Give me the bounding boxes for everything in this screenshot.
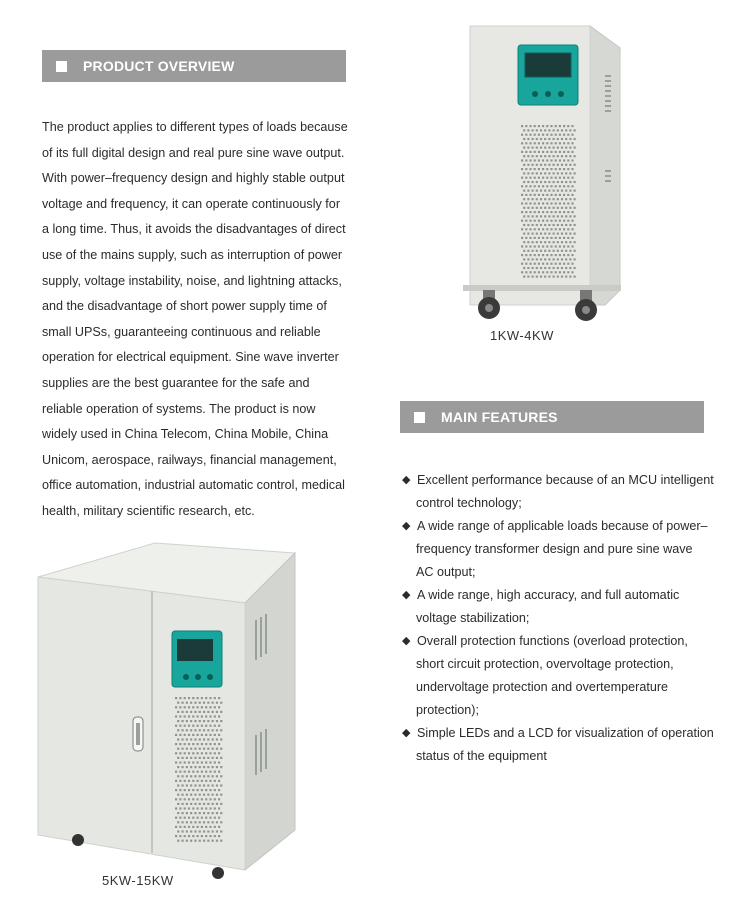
overview-line: a long time. Thus, it avoids the disadvantages of direct (42, 222, 346, 237)
diamond-bullet-icon: ◆ (402, 589, 411, 601)
feature-line: short circuit protection, overvoltage protection, (416, 657, 674, 671)
product-caption-small: 1KW-4KW (490, 328, 554, 343)
feature-line: voltage stabilization; (416, 611, 530, 625)
feature-line: undervoltage protection and overtemperature (416, 680, 669, 694)
overview-line: and the disadvantage of short power supply time of (42, 299, 327, 314)
feature-line: A wide range of applicable loads because of power– (417, 519, 708, 533)
overview-line: With power–frequency design and highly stable output (42, 171, 345, 186)
overview-line: supplies are the best guarantee for the safe and (42, 375, 310, 390)
features-list (402, 469, 742, 768)
overview-line: voltage and frequency, it can operate continuously for (42, 196, 341, 211)
overview-line: reliable operation of systems. The product is now (42, 401, 316, 416)
overview-line: supply, voltage instability, noise, and lightning attacks, (42, 273, 342, 288)
overview-paragraph (42, 115, 358, 525)
section-title: PRODUCT OVERVIEW (83, 58, 235, 74)
overview-line: health, military scientific research, etc. (42, 503, 255, 518)
feature-item (402, 515, 742, 584)
section-header-product-overview (42, 50, 346, 82)
feature-line: protection); (416, 703, 479, 717)
overview-line: widely used in China Telecom, China Mobile, China (42, 427, 329, 442)
feature-line: Simple LEDs and a LCD for visualization of operation (417, 726, 714, 740)
feature-line: Overall protection functions (overload protection, (417, 634, 688, 648)
diamond-bullet-icon: ◆ (402, 520, 411, 532)
feature-item (402, 630, 742, 722)
feature-line: Excellent performance because of an MCU intelligent (417, 473, 714, 487)
product-image-large-cabinet (30, 535, 305, 885)
diamond-bullet-icon: ◆ (402, 635, 411, 647)
overview-line: of its full digital design and real pure sine wave output. (42, 145, 345, 160)
diamond-bullet-icon: ◆ (402, 474, 411, 486)
square-icon (414, 412, 425, 423)
section-title: MAIN FEATURES (441, 409, 558, 425)
feature-line: status of the equipment (416, 749, 547, 763)
feature-line: A wide range, high accuracy, and full automatic (417, 588, 680, 602)
feature-line: frequency transformer design and pure sine wave (416, 542, 693, 556)
overview-line: office automation, industrial automatic control, medical (42, 478, 345, 493)
section-header-main-features (400, 401, 704, 433)
overview-line: Unicom, aerospace, railways, financial management, (42, 452, 337, 467)
product-image-small-cabinet (455, 20, 625, 325)
feature-line: AC output; (416, 565, 476, 579)
overview-line: use of the mains supply, such as interruption of power (42, 247, 343, 262)
feature-item (402, 469, 742, 515)
diamond-bullet-icon: ◆ (402, 727, 411, 739)
overview-line: The product applies to different types of loads because (42, 120, 348, 134)
feature-line: control technology; (416, 496, 522, 510)
feature-item (402, 722, 742, 768)
overview-line: small UPSs, guaranteeing continuous and reliable (42, 324, 321, 339)
feature-item (402, 584, 742, 630)
product-caption-large: 5KW-15KW (102, 873, 174, 888)
overview-line: operation for electrical equipment. Sine wave inverter (42, 350, 339, 365)
square-icon (56, 61, 67, 72)
